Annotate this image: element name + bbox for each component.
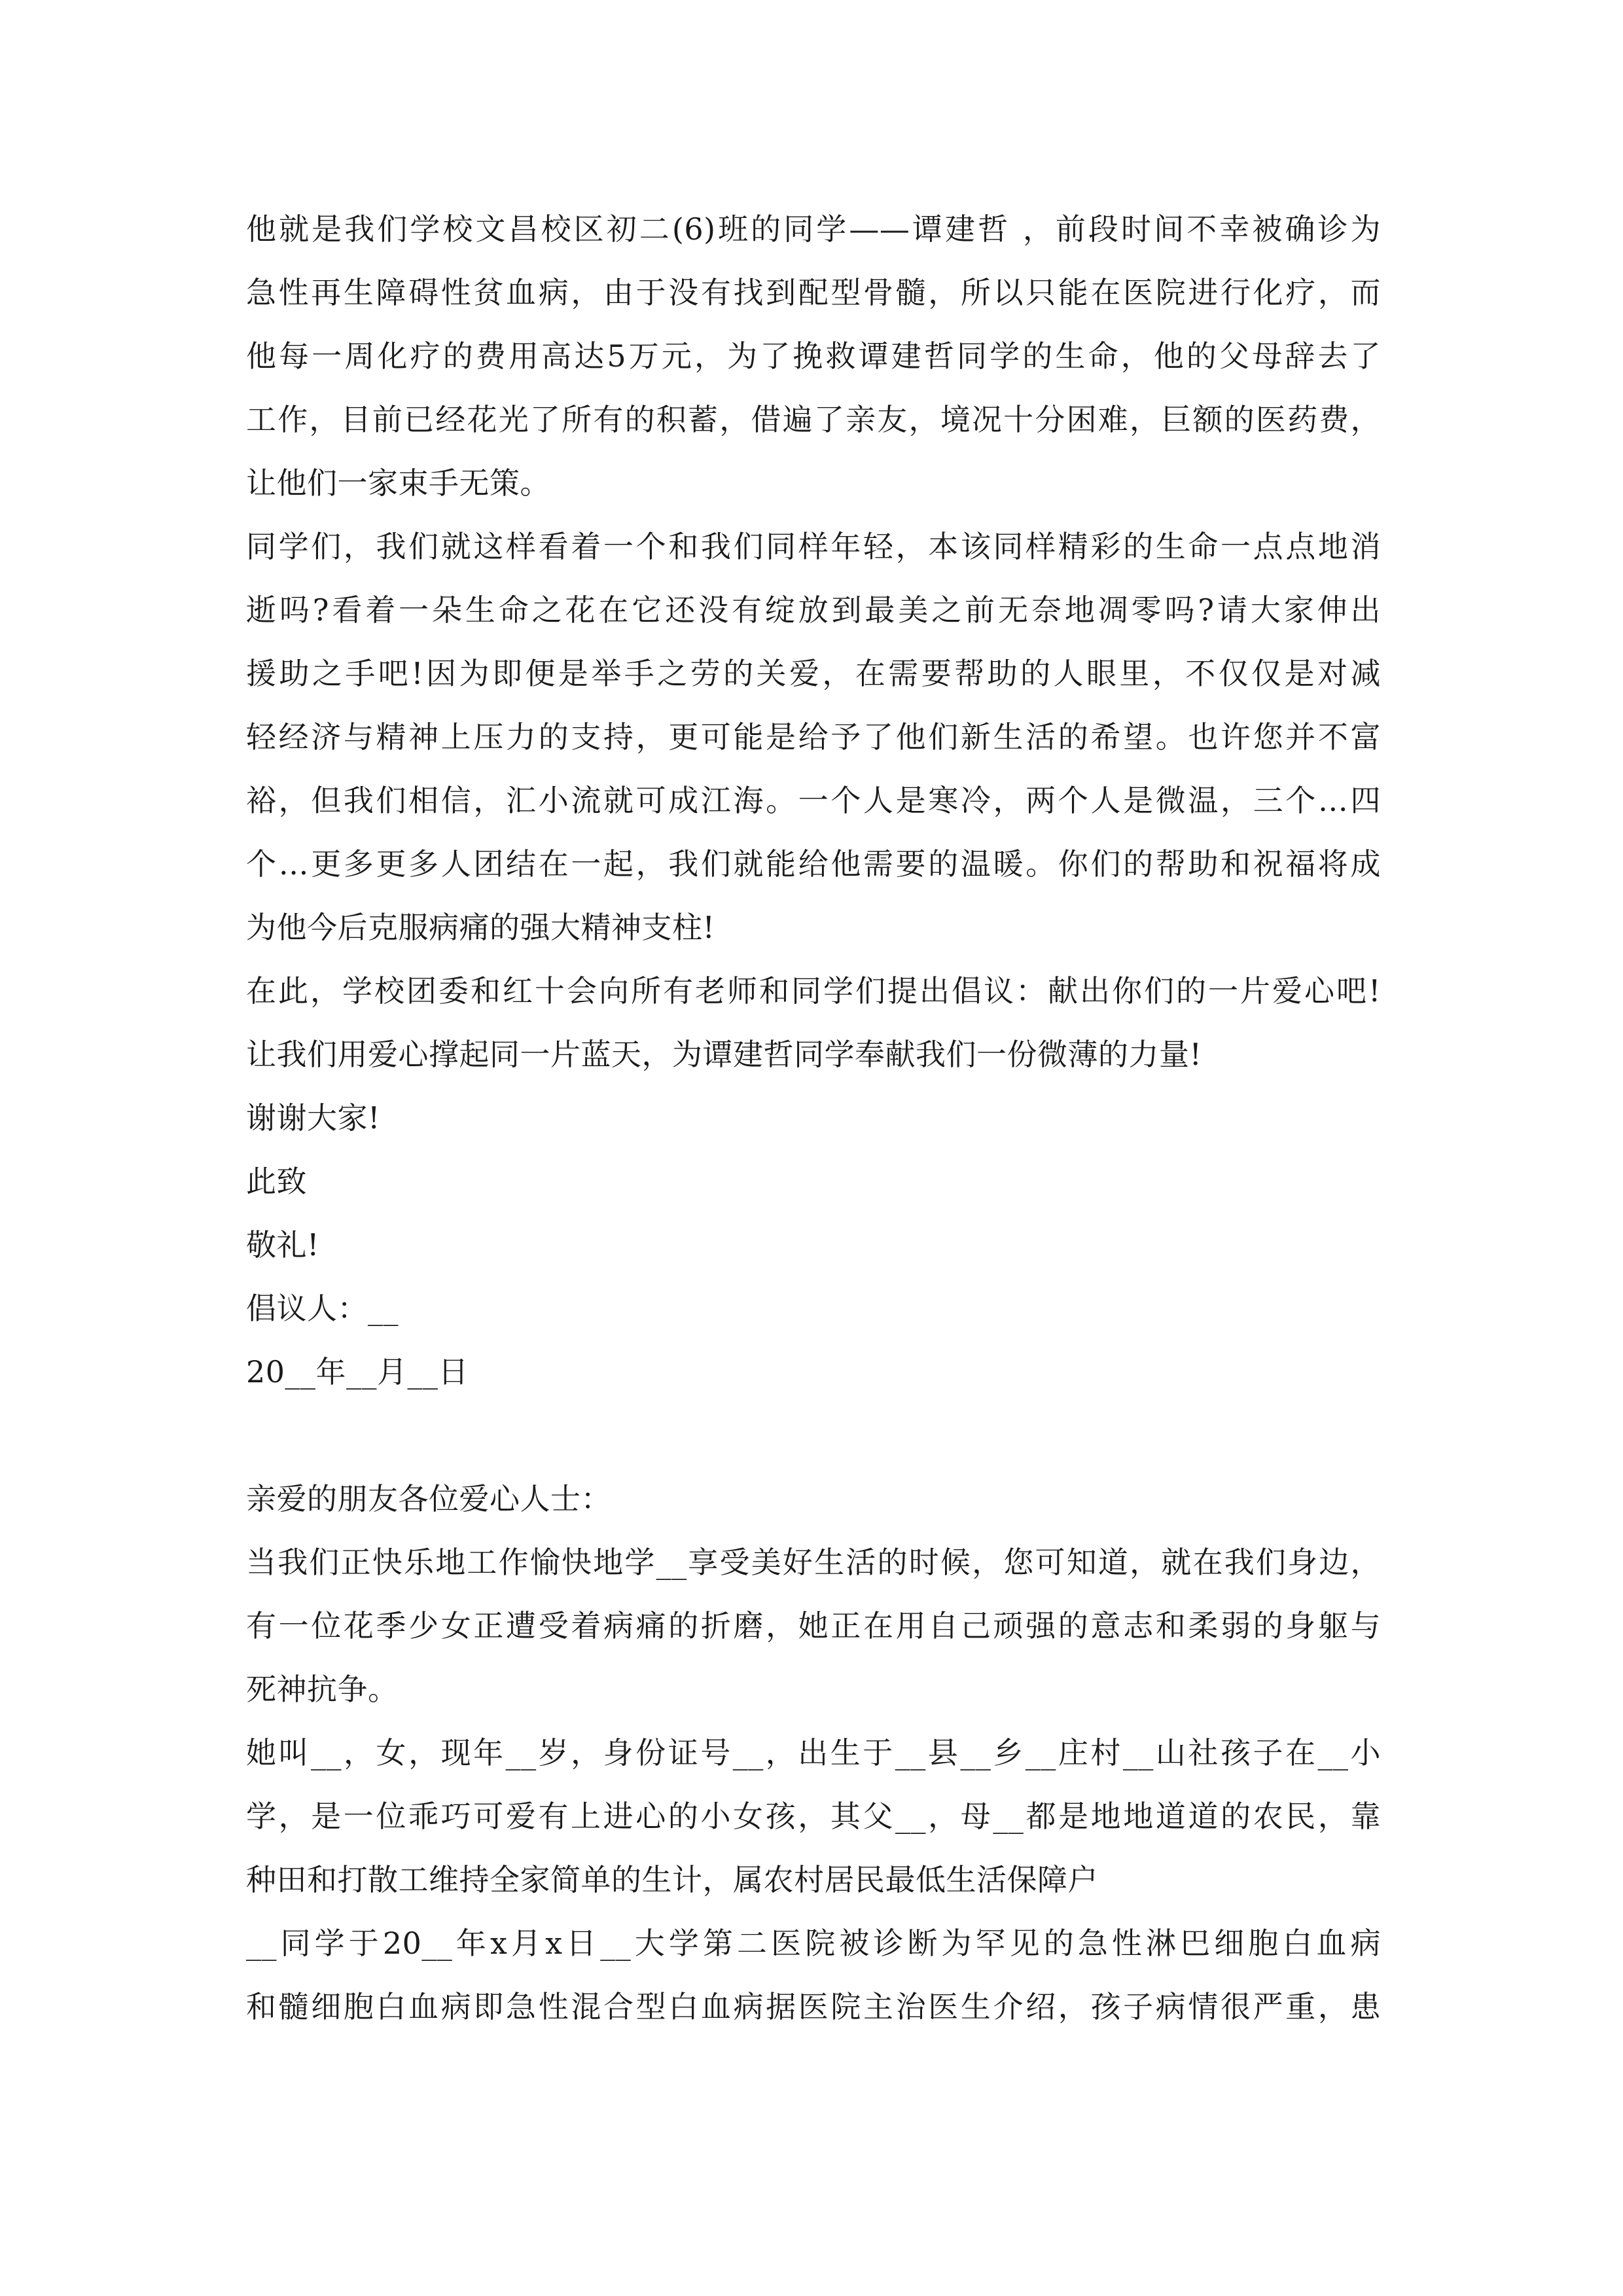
text-line: 个…更多更多人团结在一起，我们就能给他需要的温暖。你们的帮助和祝福将成 [246,846,1381,882]
text-line: 和髓细胞白血病即急性混合型白血病据医院主治医生介绍，孩子病情很严重，患 [246,1989,1381,2024]
greeting-line: 亲爱的朋友各位爱心人士： [246,1481,611,1516]
closing-regards: 敬礼! [246,1227,319,1263]
text-line: 他就是我们学校文昌校区初二(6)班的同学——谭建哲 ，前段时间不幸被确诊为 [246,211,1382,247]
text-line: 让他们一家束手无策。 [246,465,550,501]
text-line: 种田和打散工维持全家简单的生计，属农村居民最低生活保障户 [246,1862,1098,1897]
text-line: __同学于20__年x月x日__大学第二医院被诊断为罕见的急性淋巴细胞白血病 [246,1926,1381,1961]
document-body [246,198,1381,2039]
text-line: 为他今后克服病痛的强大精神支柱! [246,910,715,945]
text-line: 同学们，我们就这样看着一个和我们同样年轻，本该同样精彩的生命一点点地消 [246,529,1381,564]
closing-salutation: 此致 [246,1164,307,1199]
initiator-signature: 倡议人：__ [246,1291,399,1326]
text-line: 当我们正快乐地工作愉快地学__享受美好生活的时候，您可知道，就在我们身边， [246,1545,1381,1580]
section-girl-leukemia-appeal [246,1467,1381,2039]
date-line: 20__年__月__日 [246,1354,469,1390]
text-line: 死神抗争。 [246,1672,399,1707]
text-line: 她叫__，女，现年__岁，身份证号__，出生于__县__乡__庄村__山社孩子在__小 [246,1735,1382,1770]
text-line: 轻经济与精神上压力的支持，更可能是给予了他们新生活的希望。也许您并不富 [246,719,1381,755]
closing-thanks: 谢谢大家! [246,1100,380,1136]
text-line: 援助之手吧!因为即便是举手之劳的关爱，在需要帮助的人眼里，不仅仅是对减 [246,656,1381,691]
text-line: 学，是一位乖巧可爱有上进心的小女孩，其父__，母__都是地地道道的农民，靠 [246,1799,1381,1834]
text-line: 他每一周化疗的费用高达5万元，为了挽救谭建哲同学的生命，他的父母辞去了 [246,338,1381,374]
text-line: 有一位花季少女正遭受着病痛的折磨，她正在用自己顽强的意志和柔弱的身躯与 [246,1608,1381,1643]
section-spacer [246,1404,1381,1467]
text-line: 逝吗?看着一朵生命之花在它还没有绽放到最美之前无奈地凋零吗?请大家伸出 [246,592,1381,628]
text-line: 让我们用爱心撑起同一片蓝天，为谭建哲同学奉献我们一份微薄的力量! [246,1037,1202,1072]
text-line: 急性再生障碍性贫血病，由于没有找到配型骨髓，所以只能在医院进行化疗，而 [246,275,1381,310]
text-line: 裕，但我们相信，汇小流就可成江海。一个人是寒冷，两个人是微温，三个…四 [246,783,1381,818]
text-line: 工作，目前已经花光了所有的积蓄，借遍了亲友，境况十分困难，巨额的医药费， [246,402,1381,437]
section-tan-jianzhe-appeal [246,198,1381,1404]
text-line: 在此，学校团委和红十会向所有老师和同学们提出倡议：献出你们的一片爱心吧! [246,973,1381,1009]
